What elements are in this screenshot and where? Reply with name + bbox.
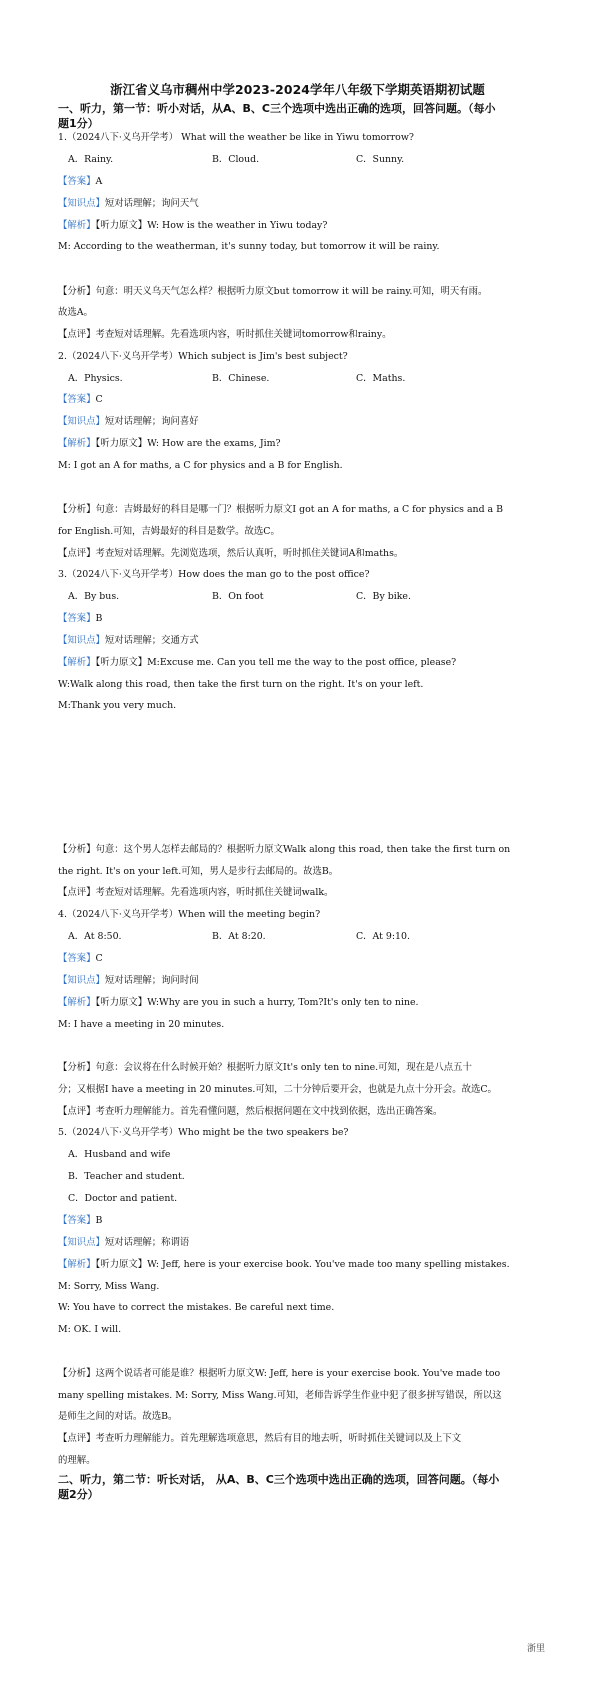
q4-answer-value: C (95, 953, 103, 964)
q3-answer (58, 612, 558, 626)
document-title: 浙江省义乌市稠州中学2023-2024学年八年级下学期英语期初试题 (110, 82, 485, 97)
q1-answer-value: A (95, 176, 103, 187)
q5-stem: 5.（2024八下·义乌开学考）Who might be the two speakers be? (58, 1127, 349, 1138)
q4-answer (58, 952, 558, 966)
q2-fenxi-2: for English.可知，吉姆最好的科目是数学。故选C。 (58, 526, 280, 537)
q5-fenxi-3: 是师生之间的对话。故选B。 (58, 1411, 178, 1422)
fenxi-label: 【分析】 (58, 844, 96, 855)
q4-option-c: C．At 9:10. (356, 931, 410, 942)
q4-comment-text: 考查听力理解能力。首先看懂问题，然后根据问题在文中找到依据，选出正确答案。 (95, 1106, 443, 1117)
q3-knowledge (58, 634, 558, 648)
q3-comment-text: 考查短对话理解。先看选项内容，听时抓住关键词walk。 (95, 887, 334, 898)
q5-knowledge-text: 短对话理解；称谓语 (104, 1237, 190, 1248)
q2-option-a: A．Physics. (68, 373, 123, 384)
listening-text-label: 【听力原文】 (95, 657, 148, 668)
fenxi-label: 【分析】 (58, 1368, 96, 1379)
q1-fenxi-text-1: 句意：明天义乌天气怎么样？根据听力原文but tomorrow it will be rainy.可知，明天有雨。 (95, 286, 488, 297)
answer-label: 【答案】 (58, 953, 96, 964)
q3-analysis (58, 656, 558, 670)
analysis-label: 【解析】 (58, 997, 96, 1008)
q2-comment (58, 547, 558, 561)
q5-dialog-1: W: Jeff, here is your exercise book. You've made too many spelling mistakes. (147, 1259, 510, 1270)
q4-fenxi-1 (58, 1061, 558, 1075)
q2-answer (58, 393, 558, 407)
listening-text-label: 【听力原文】 (95, 1259, 148, 1270)
comment-label: 【点评】 (58, 887, 96, 898)
q1-comment-text: 考查短对话理解。先看选项内容，听时抓住关键词tomorrow和rainy。 (95, 329, 392, 340)
q1-comment (58, 328, 558, 342)
q5-comment-2: 的理解。 (58, 1455, 96, 1466)
q4-fenxi-2: 分；又根据I have a meeting in 20 minutes.可知，二十分钟后要开会，也就是九点十分开会。故选C。 (58, 1084, 497, 1095)
q5-dialog-4: M: OK. I will. (58, 1324, 122, 1335)
q5-option-c: C．Doctor and patient. (68, 1193, 178, 1204)
section2-heading (58, 1472, 550, 1502)
knowledge-label: 【知识点】 (58, 416, 105, 427)
q3-knowledge-text: 短对话理解；交通方式 (104, 635, 199, 646)
q5-dialog-3: W: You have to correct the mistakes. Be careful next time. (58, 1302, 335, 1313)
q4-fenxi-text-1: 句意：会议将在什么时候开始？根据听力原文It's only ten to nine.可知，现在是八点五十 (95, 1062, 472, 1073)
q5-analysis (58, 1258, 558, 1272)
q4-analysis (58, 996, 558, 1010)
q1-dialog-1: W: How is the weather in Yiwu today? (147, 220, 328, 231)
q1-fenxi-2: 故选A。 (58, 307, 93, 318)
q2-option-b: B．Chinese. (212, 373, 270, 384)
q3-answer-value: B (95, 613, 103, 624)
q5-dialog-2: M: Sorry, Miss Wang. (58, 1281, 160, 1292)
fenxi-label: 【分析】 (58, 504, 96, 515)
q4-dialog-1: W:Why are you in such a hurry, Tom?It's only ten to nine. (147, 997, 419, 1008)
q3-dialog-1: M:Excuse me. Can you tell me the way to the post office, please? (147, 657, 457, 668)
q4-option-a: A．At 8:50. (68, 931, 122, 942)
q1-knowledge-text: 短对话理解；询问天气 (104, 198, 199, 209)
q2-stem: 2.（2024八下·义乌开学考）Which subject is Jim's best subject? (58, 351, 348, 362)
analysis-label: 【解析】 (58, 220, 96, 231)
q1-knowledge (58, 197, 558, 211)
section2-heading-line2: 题2分） (58, 1488, 99, 1501)
q5-option-b: B．Teacher and student. (68, 1171, 185, 1182)
q3-option-b: B．On foot (212, 591, 264, 602)
section2-heading-line1: 二、听力，第二节：听长对话， 从A、B、C三个选项中选出正确的选项，回答问题。（每小 (58, 1473, 500, 1486)
answer-label: 【答案】 (58, 176, 96, 187)
fenxi-label: 【分析】 (58, 286, 96, 297)
comment-label: 【点评】 (58, 548, 96, 559)
q3-option-c: C．By bike. (356, 591, 411, 602)
analysis-label: 【解析】 (58, 438, 96, 449)
q1-answer (58, 175, 558, 189)
q2-comment-text: 考查短对话理解。先浏览选项，然后认真听，听时抓住关键词A和maths。 (95, 548, 404, 559)
listening-text-label: 【听力原文】 (95, 220, 148, 231)
q3-option-a: A．By bus. (68, 591, 120, 602)
q3-stem: 3.（2024八下·义乌开学考）How does the man go to the post office? (58, 569, 370, 580)
q1-fenxi-1 (58, 285, 558, 299)
q1-dialog-2: M: According to the weatherman, it's sunny today, but tomorrow it will be rainy. (58, 241, 440, 252)
q2-dialog-2: M: I got an A for maths, a C for physics and a B for English. (58, 460, 343, 471)
knowledge-label: 【知识点】 (58, 1237, 105, 1248)
q2-analysis (58, 437, 558, 451)
answer-label: 【答案】 (58, 1215, 96, 1226)
q5-comment-1 (58, 1432, 558, 1446)
q5-option-a: A．Husband and wife (68, 1149, 171, 1160)
knowledge-label: 【知识点】 (58, 198, 105, 209)
q2-knowledge (58, 415, 558, 429)
q1-analysis (58, 219, 558, 233)
q3-dialog-2: W:Walk along this road, then take the first turn on the right. It's on your left. (58, 679, 424, 690)
q2-fenxi-1 (58, 503, 558, 517)
q5-answer-value: B (95, 1215, 103, 1226)
q2-answer-value: C (95, 394, 103, 405)
analysis-label: 【解析】 (58, 1259, 96, 1270)
analysis-label: 【解析】 (58, 657, 96, 668)
q5-fenxi-text-1: 这两个说话者可能是谁？根据听力原文W: Jeff, here is your exercise book. You've made too (95, 1368, 501, 1379)
q1-option-b: B．Cloud. (212, 154, 260, 165)
q3-fenxi-1 (58, 843, 558, 857)
q5-knowledge (58, 1236, 558, 1250)
knowledge-label: 【知识点】 (58, 975, 105, 986)
q3-dialog-3: M:Thank you very much. (58, 700, 177, 711)
q2-knowledge-text: 短对话理解；询问喜好 (104, 416, 199, 427)
q5-fenxi-1 (58, 1367, 558, 1381)
q4-comment (58, 1105, 558, 1119)
q3-fenxi-text-1: 句意：这个男人怎样去邮局的？根据听力原文Walk along this road, then take the first turn on (95, 844, 511, 855)
comment-label: 【点评】 (58, 1433, 96, 1444)
q5-comment-text-1: 考查听力理解能力。首先理解选项意思，然后有目的地去听，听时抓住关键词以及上下文 (95, 1433, 462, 1444)
answer-label: 【答案】 (58, 613, 96, 624)
comment-label: 【点评】 (58, 329, 96, 340)
q4-knowledge-text: 短对话理解；询问时间 (104, 975, 199, 986)
q3-fenxi-2: the right. It's on your left.可知，男人是步行去邮局的。故选B。 (58, 866, 339, 877)
q2-option-c: C．Maths. (356, 373, 406, 384)
section1-heading (58, 101, 550, 131)
answer-label: 【答案】 (58, 394, 96, 405)
page-footer: 浙里 (526, 1644, 545, 1654)
section1-heading-line1: 一、听力，第一节：听小对话，从A、B、C三个选项中选出正确的选项，回答问题。（每小 (58, 102, 496, 115)
q1-option-c: C．Sunny. (356, 154, 405, 165)
listening-text-label: 【听力原文】 (95, 997, 148, 1008)
q4-option-b: B．At 8:20. (212, 931, 266, 942)
q2-fenxi-text-1: 句意：吉姆最好的科目是哪一门？根据听力原文I got an A for maths, a C for physics and a B (95, 504, 504, 515)
knowledge-label: 【知识点】 (58, 635, 105, 646)
q4-knowledge (58, 974, 558, 988)
q4-stem: 4.（2024八下·义乌开学考）When will the meeting begin? (58, 909, 321, 920)
q1-stem: 1.（2024八下·义乌开学考） What will the weather be like in Yiwu tomorrow? (58, 132, 414, 143)
q5-answer (58, 1214, 558, 1228)
comment-label: 【点评】 (58, 1106, 96, 1117)
section1-heading-line2: 题1分） (58, 117, 99, 130)
q1-option-a: A．Rainy. (68, 154, 114, 165)
listening-text-label: 【听力原文】 (95, 438, 148, 449)
q4-dialog-2: M: I have a meeting in 20 minutes. (58, 1019, 225, 1030)
q3-comment (58, 886, 558, 900)
fenxi-label: 【分析】 (58, 1062, 96, 1073)
q5-fenxi-2: many spelling mistakes. M: Sorry, Miss Wang.可知，老师告诉学生作业中犯了很多拼写错误，所以这 (58, 1390, 502, 1401)
q2-dialog-1: W: How are the exams, Jim? (147, 438, 281, 449)
